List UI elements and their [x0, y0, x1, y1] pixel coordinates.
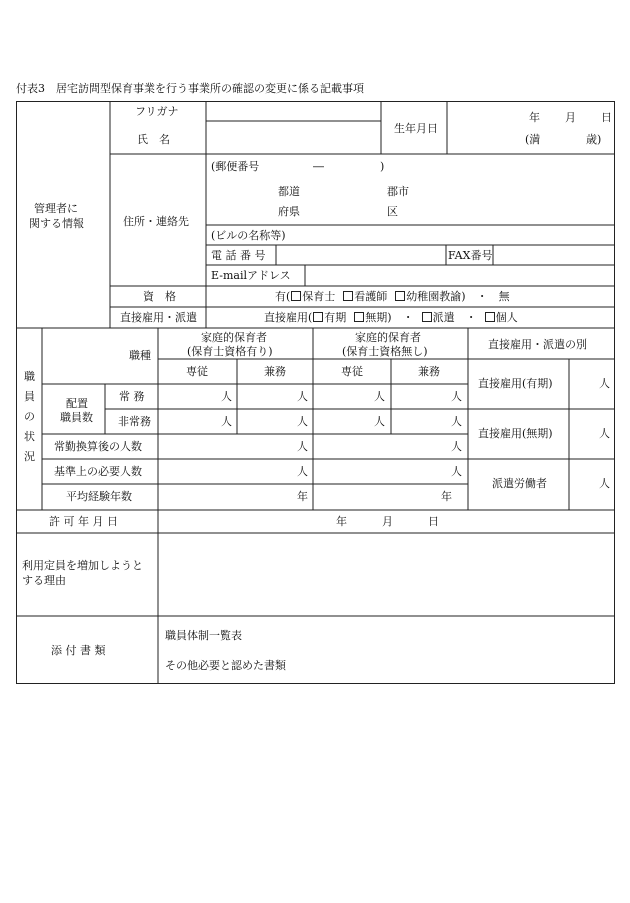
- unit-year: 年: [441, 490, 452, 503]
- qual-has: 有(: [275, 290, 291, 303]
- job-type-label: 職種: [129, 349, 151, 362]
- attachment-item: 職員体制一覧表: [165, 629, 242, 642]
- birth-month-unit: 月: [565, 111, 576, 124]
- postal-dash: ―: [313, 160, 324, 173]
- fax-label: FAX番号: [448, 249, 493, 262]
- fte-label: 常勤換算後の人数: [54, 440, 142, 453]
- building-label: (ビルの名称等): [211, 229, 286, 242]
- unit-person: 人: [451, 390, 462, 403]
- address-label: 住所・連絡先: [123, 215, 189, 228]
- staff-section-char-5: 況: [24, 450, 35, 463]
- name-label: 氏 名: [137, 133, 170, 146]
- checkbox-indefinite[interactable]: [354, 312, 364, 322]
- qualified-header-2: (保育士資格有り): [187, 345, 273, 358]
- direct-fixed-label: 直接雇用(有期): [478, 377, 553, 390]
- unit-person: 人: [221, 390, 232, 403]
- qualified-concurrent-header: 兼務: [264, 365, 286, 378]
- emp-indefinite: 無期) ・: [365, 311, 414, 324]
- unit-person: 人: [599, 427, 610, 440]
- reason-label-1: 利用定員を増加しようと: [22, 559, 143, 572]
- qualified-fulltime-header: 専従: [186, 365, 208, 378]
- permit-year-unit: 年: [336, 515, 347, 528]
- unit-person: 人: [297, 390, 308, 403]
- unit-person: 人: [297, 440, 308, 453]
- emp-fixed: 有期: [324, 311, 347, 324]
- checkbox-nursery-teacher[interactable]: [291, 291, 301, 301]
- qualification-label: 資 格: [143, 290, 176, 303]
- checkbox-dispatch[interactable]: [422, 312, 432, 322]
- unit-person: 人: [451, 415, 462, 428]
- unqualified-fulltime-header: 専従: [341, 365, 363, 378]
- unit-person: 人: [451, 465, 462, 478]
- unit-person: 人: [297, 415, 308, 428]
- unit-person: 人: [374, 415, 385, 428]
- unit-person: 人: [451, 440, 462, 453]
- form-title: 付表3 居宅訪問型保育事業を行う事業所の確認の変更に係る記載事項: [16, 82, 364, 95]
- ku-label: 区: [387, 205, 398, 218]
- checkbox-fixed-term[interactable]: [313, 312, 323, 322]
- qualified-header-1: 家庭的保育者: [201, 331, 267, 344]
- manager-section-label-2: 関する情報: [29, 217, 84, 230]
- age-close: 歳): [586, 133, 602, 146]
- avg-years-label: 平均経験年数: [66, 490, 132, 503]
- checkbox-kindergarten-teacher[interactable]: [395, 291, 405, 301]
- unit-person: 人: [599, 477, 610, 490]
- permit-day-unit: 日: [428, 515, 439, 528]
- unqualified-header-2: (保育士資格無し): [342, 345, 428, 358]
- regular-label: 常 務: [119, 390, 145, 403]
- required-label: 基準上の必要人数: [54, 465, 142, 478]
- permit-date-label: 許 可 年 月 日: [49, 515, 118, 528]
- direct-indefinite-label: 直接雇用(無期): [478, 427, 553, 440]
- attachment-item: その他必要と認めた書類: [165, 659, 286, 672]
- unit-person: 人: [599, 377, 610, 390]
- postal-label: (郵便番号: [211, 160, 260, 173]
- emp-direct: 直接雇用(: [264, 311, 313, 324]
- staff-section-char-3: の: [24, 410, 35, 423]
- reason-label-2: する理由: [22, 574, 66, 587]
- staff-section-char-1: 職: [24, 370, 35, 383]
- manager-section-label-1: 管理者に: [34, 202, 78, 215]
- furigana-label: フリガナ: [135, 105, 179, 118]
- unqualified-header-1: 家庭的保育者: [355, 331, 421, 344]
- birth-year-unit: 年: [529, 111, 540, 124]
- qual-youchien: 幼稚園教諭) ・ 無: [406, 290, 510, 303]
- qualification-options: [275, 291, 510, 302]
- postal-close: ): [380, 160, 385, 173]
- age-open: (満: [525, 133, 541, 146]
- gunshi-label: 郡市: [387, 185, 409, 198]
- placed-label-1: 配置: [66, 397, 88, 410]
- dispatch-worker-label: 派遣労働者: [492, 477, 547, 490]
- qual-kangoshi: 看護師: [354, 290, 388, 303]
- staff-section-char-2: 員: [24, 390, 35, 403]
- emp-individual: 個人: [495, 311, 518, 324]
- unit-person: 人: [374, 390, 385, 403]
- birth-day-unit: 日: [601, 111, 612, 124]
- unit-year: 年: [297, 490, 308, 503]
- checkbox-individual[interactable]: [485, 312, 495, 322]
- table-lines: [16, 101, 615, 684]
- unit-person: 人: [221, 415, 232, 428]
- permit-month-unit: 月: [382, 515, 393, 528]
- emp-dispatch: 派遣 ・: [432, 311, 477, 324]
- birthdate-label: 生年月日: [394, 122, 438, 135]
- phone-label: 電 話 番 号: [211, 249, 266, 262]
- employment-options: [264, 312, 518, 323]
- irregular-label: 非常務: [118, 415, 151, 428]
- placed-label-2: 職員数: [60, 411, 93, 424]
- unqualified-concurrent-header: 兼務: [418, 365, 440, 378]
- fuken-label: 府県: [278, 205, 300, 218]
- unit-person: 人: [297, 465, 308, 478]
- todo-label: 都道: [278, 185, 300, 198]
- employment-label: 直接雇用・派遣: [120, 311, 197, 324]
- attachments-label: 添 付 書 類: [51, 644, 106, 657]
- employment-type-header: 直接雇用・派遣の別: [488, 338, 587, 351]
- email-label: E-mailアドレス: [211, 269, 291, 282]
- checkbox-nurse[interactable]: [343, 291, 353, 301]
- table-border: [17, 102, 615, 684]
- form-table: [16, 101, 615, 684]
- staff-section-char-4: 状: [24, 430, 35, 443]
- qual-hoikushi: 保育士: [302, 290, 336, 303]
